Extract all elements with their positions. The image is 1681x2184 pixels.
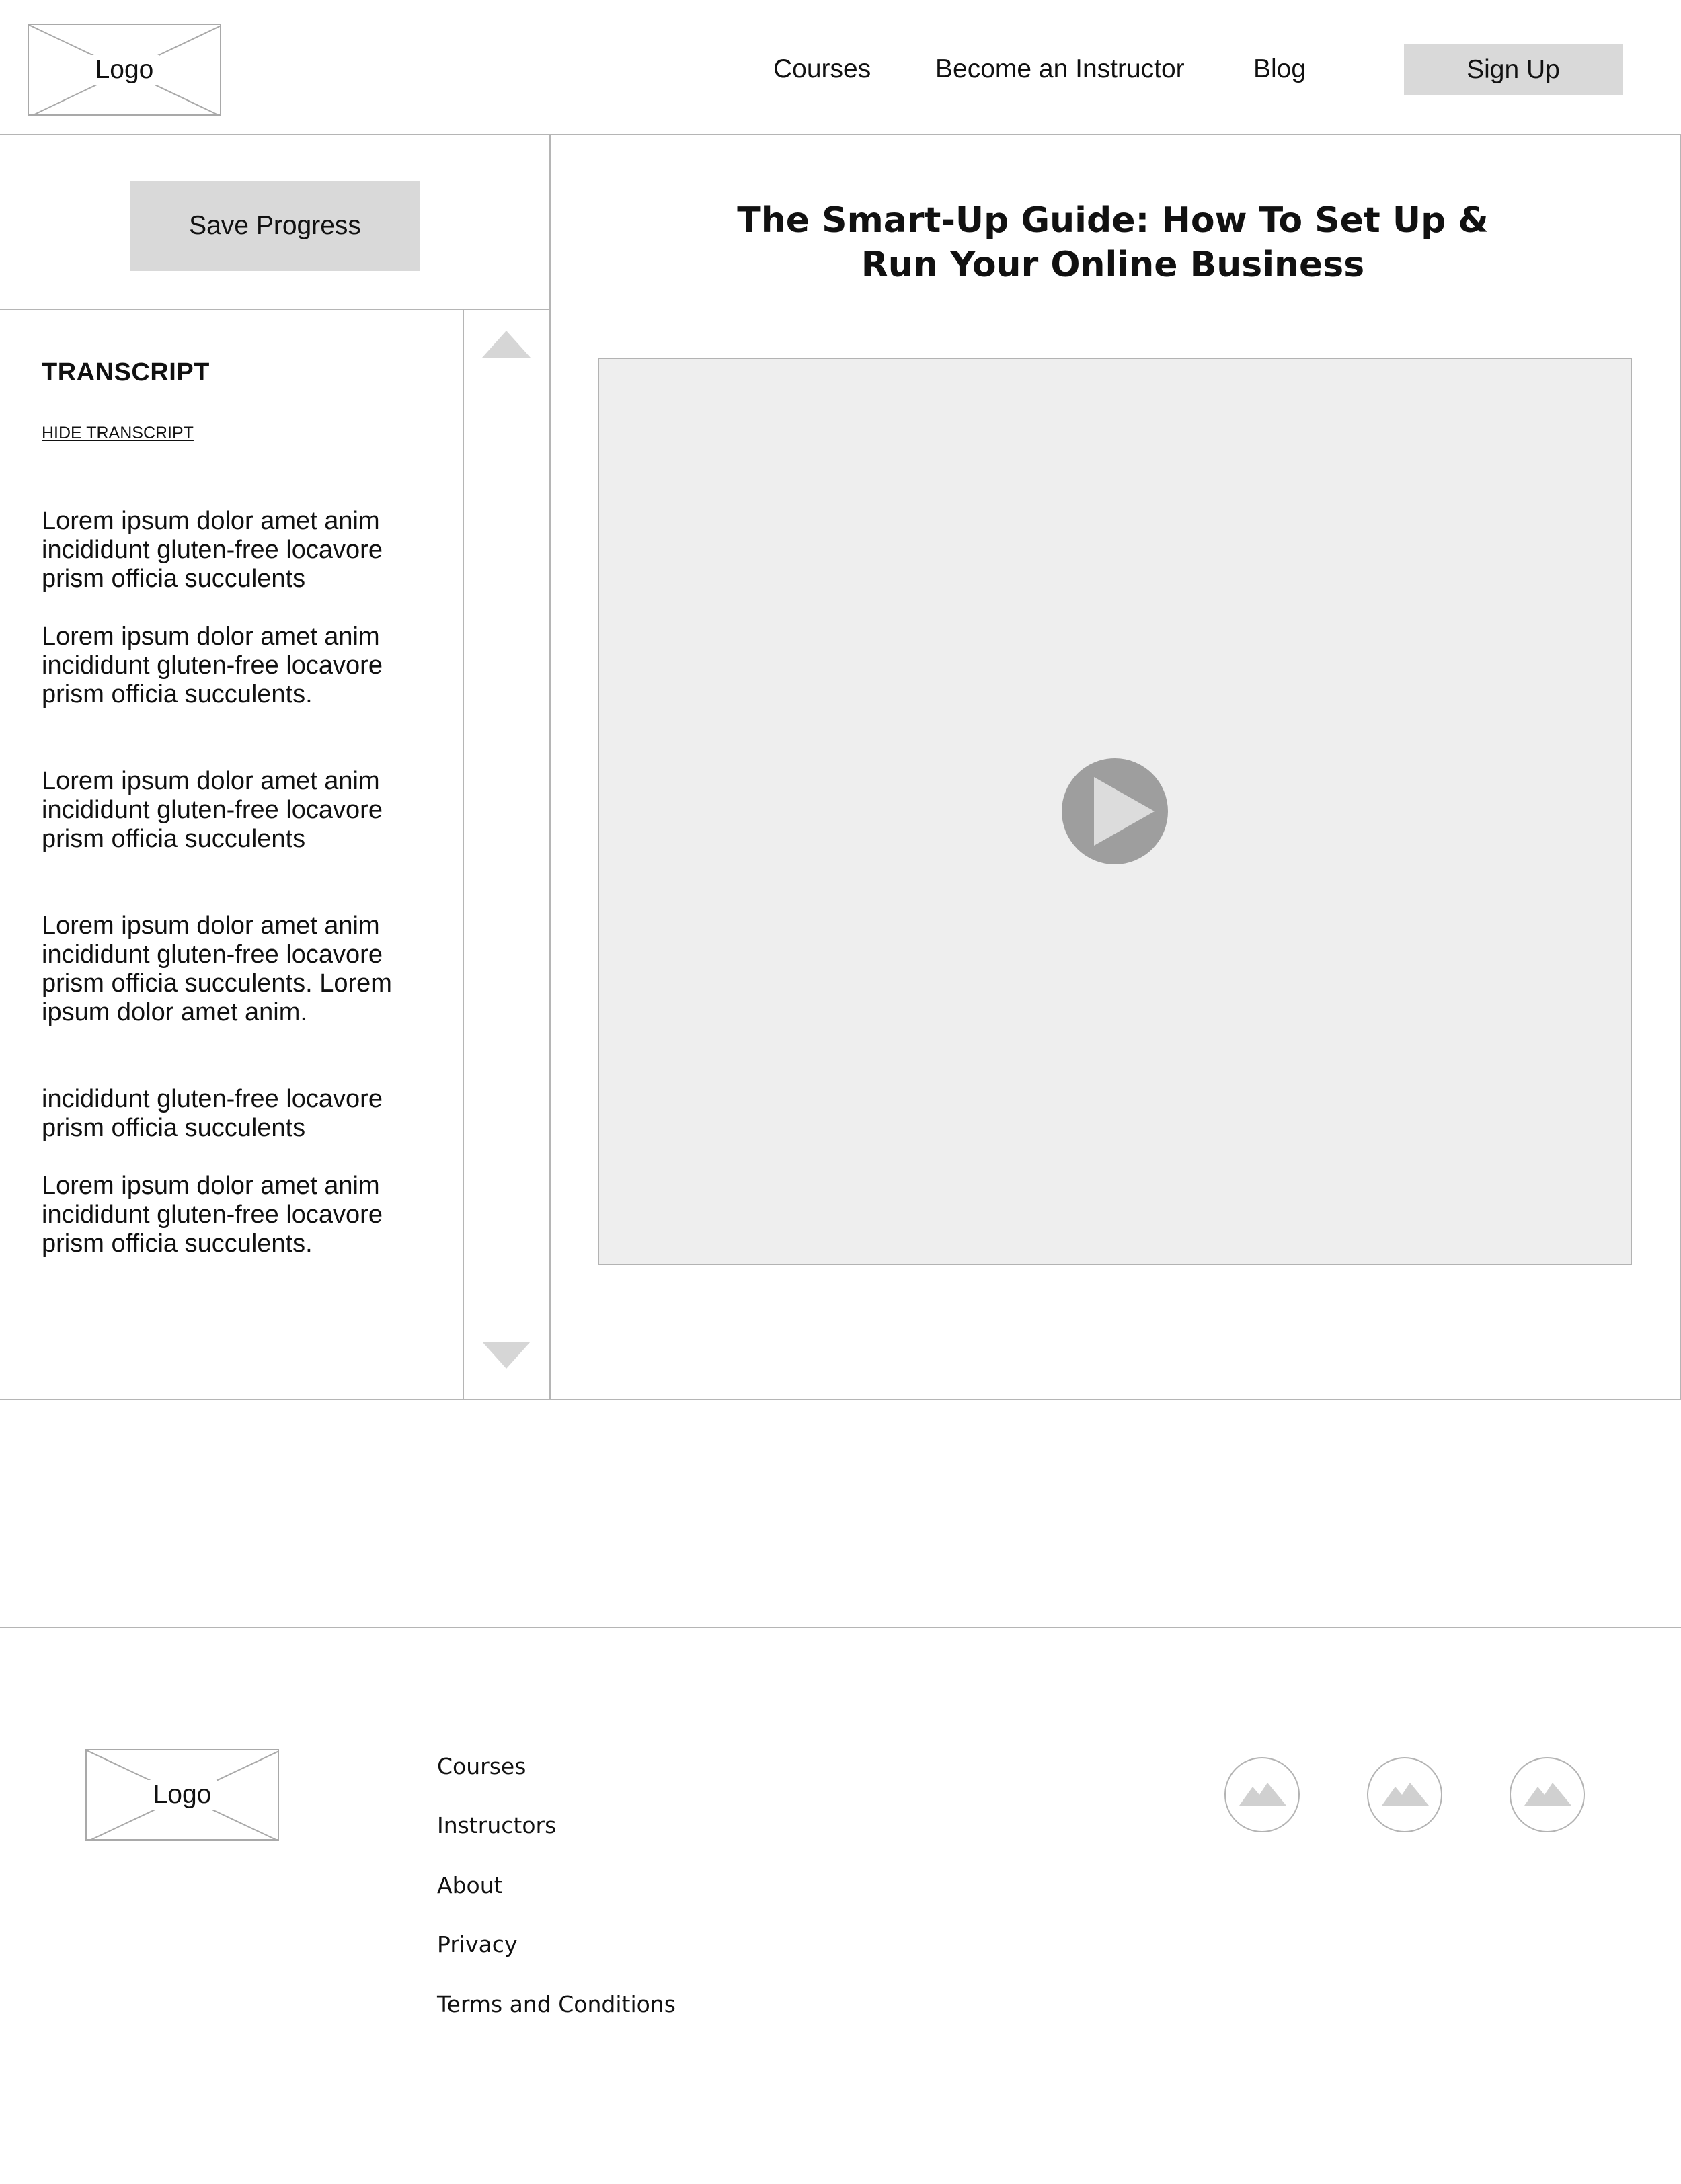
play-triangle [1094,777,1155,846]
save-progress-button[interactable]: Save Progress [130,181,420,271]
footer-logo-label: Logo [147,1780,217,1810]
transcript-paragraph: Lorem ipsum dolor amet anim incididunt gluten-free locavore prism officia succulents. [42,622,383,709]
nav-blog[interactable]: Blog [1253,54,1306,83]
nav-courses[interactable]: Courses [773,54,871,83]
scroll-up-arrow-icon[interactable] [482,331,531,358]
sidebar-section-divider [0,309,550,310]
image-icon [1524,1783,1571,1806]
header-logo-label: Logo [89,55,159,85]
sign-up-button[interactable]: Sign Up [1404,44,1623,95]
transcript-paragraph: Lorem ipsum dolor amet anim incididunt gluten-free locavore prism officia succulents. Lorem ipsum dolor amet anim. [42,912,392,1026]
scroll-down-arrow-icon[interactable] [482,1342,531,1369]
footer-link-courses[interactable]: Courses [437,1753,526,1779]
play-button-icon[interactable] [1062,758,1168,864]
footer-link-privacy[interactable]: Privacy [437,1931,518,1957]
header-logo[interactable] [28,24,221,116]
image-icon [1382,1783,1429,1806]
transcript-paragraph: incididunt gluten-free locavore prism officia succulents [42,1085,383,1142]
footer-link-instructors[interactable]: Instructors [437,1812,557,1838]
footer-divider [0,1627,1681,1628]
header-divider [0,134,1681,135]
footer-link-about[interactable]: About [437,1872,503,1898]
social-icon-3[interactable] [1510,1757,1585,1832]
video-player[interactable] [598,358,1632,1265]
transcript-heading: TRANSCRIPT [42,358,210,387]
transcript-paragraph: Lorem ipsum dolor amet anim incididunt gluten-free locavore prism officia succulents. [42,1172,383,1258]
image-icon [1239,1783,1286,1806]
social-icon-2[interactable] [1367,1757,1442,1832]
social-icon-1[interactable] [1224,1757,1300,1832]
transcript-paragraph: Lorem ipsum dolor amet anim incididunt gluten-free locavore prism officia succulents [42,767,383,853]
nav-become-instructor[interactable]: Become an Instructor [935,54,1185,83]
transcript-paragraph: Lorem ipsum dolor amet anim incididunt gluten-free locavore prism officia succulents [42,507,383,593]
footer-logo[interactable] [85,1749,279,1841]
scrollbar-track-border [463,309,464,1400]
sidebar-right-border [549,134,551,1400]
hide-transcript-link[interactable]: HIDE TRANSCRIPT [42,423,194,442]
course-title: The Smart-Up Guide: How To Set Up & Run Your Online Business [737,200,1489,285]
content-bottom-border [0,1399,1681,1400]
footer-link-terms[interactable]: Terms and Conditions [437,1991,676,2017]
